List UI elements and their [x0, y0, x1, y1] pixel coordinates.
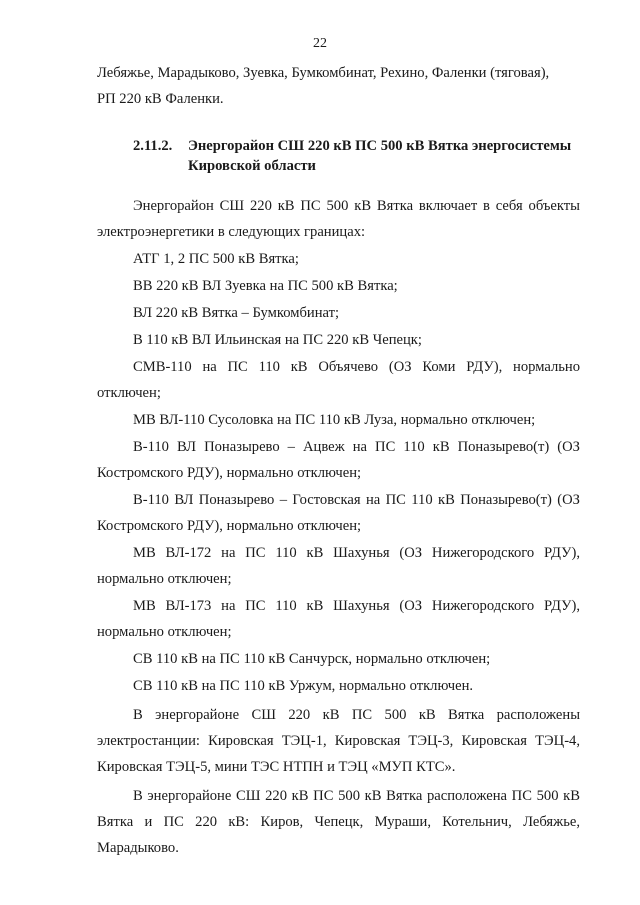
boundary-item: АТГ 1, 2 ПС 500 кВ Вятка;	[133, 251, 299, 267]
page-content	[97, 60, 580, 861]
page-number: 22	[313, 36, 327, 51]
boundary-item: МВ ВЛ-173 на ПС 110 кВ Шахунья (ОЗ Нижегородского РДУ), нормально отключен;	[97, 598, 580, 640]
boundary-item: В-110 ВЛ Поназырево – Гостовская на ПС 110 кВ Поназырево(т) (ОЗ Костромского РДУ), нормально отключен;	[97, 492, 580, 534]
boundary-item: СВ 110 кВ на ПС 110 кВ Уржум, нормально отключен.	[133, 678, 474, 694]
intro-line-2: РП 220 кВ Фаленки.	[97, 91, 224, 107]
section-number: 2.11.2.	[133, 138, 173, 154]
boundary-item: ВВ 220 кВ ВЛ Зуевка на ПС 500 кВ Вятка;	[133, 278, 398, 294]
boundary-item: СМВ-110 на ПС 110 кВ Объячево (ОЗ Коми РДУ), нормально отключен;	[97, 359, 580, 401]
boundary-item: В 110 кВ ВЛ Ильинская на ПС 220 кВ Чепецк;	[133, 332, 422, 348]
paragraph-substations: В энергорайоне СШ 220 кВ ПС 500 кВ Вятка расположена ПС 500 кВ Вятка и ПС 220 кВ: Киров, Чепецк, Мураши, Котельнич, Лебяжье, Марадыково.	[97, 788, 580, 856]
boundary-item: СВ 110 кВ на ПС 110 кВ Санчурск, нормально отключен;	[133, 651, 491, 667]
section-heading	[97, 136, 580, 176]
intro-line-1: Лебяжье, Марадыково, Зуевка, Бумкомбинат, Рехино, Фаленки (тяговая),	[97, 65, 550, 81]
boundary-item: МВ ВЛ-110 Сусоловка на ПС 110 кВ Луза, нормально отключен;	[133, 412, 536, 428]
section-title: Энергорайон СШ 220 кВ ПС 500 кВ Вятка энергосистемы Кировской области	[188, 138, 572, 174]
boundary-item: В-110 ВЛ Поназырево – Ацвеж на ПС 110 кВ Поназырево(т) (ОЗ Костромского РДУ), нормально отключен;	[97, 439, 580, 481]
paragraph-intro: Энергорайон СШ 220 кВ ПС 500 кВ Вятка включает в себя объекты электроэнергетики в следующих границах:	[97, 198, 580, 240]
paragraph-power-plants: В энергорайоне СШ 220 кВ ПС 500 кВ Вятка расположены электростанции: Кировская ТЭЦ-1, Кировская ТЭЦ-3, Кировская ТЭЦ-4, Кировская ТЭЦ-5, мини ТЭС НТПН и ТЭЦ «МУП КТС».	[97, 707, 580, 775]
boundary-item: ВЛ 220 кВ Вятка – Бумкомбинат;	[133, 305, 340, 321]
boundary-item: МВ ВЛ-172 на ПС 110 кВ Шахунья (ОЗ Нижегородского РДУ), нормально отключен;	[97, 545, 580, 587]
